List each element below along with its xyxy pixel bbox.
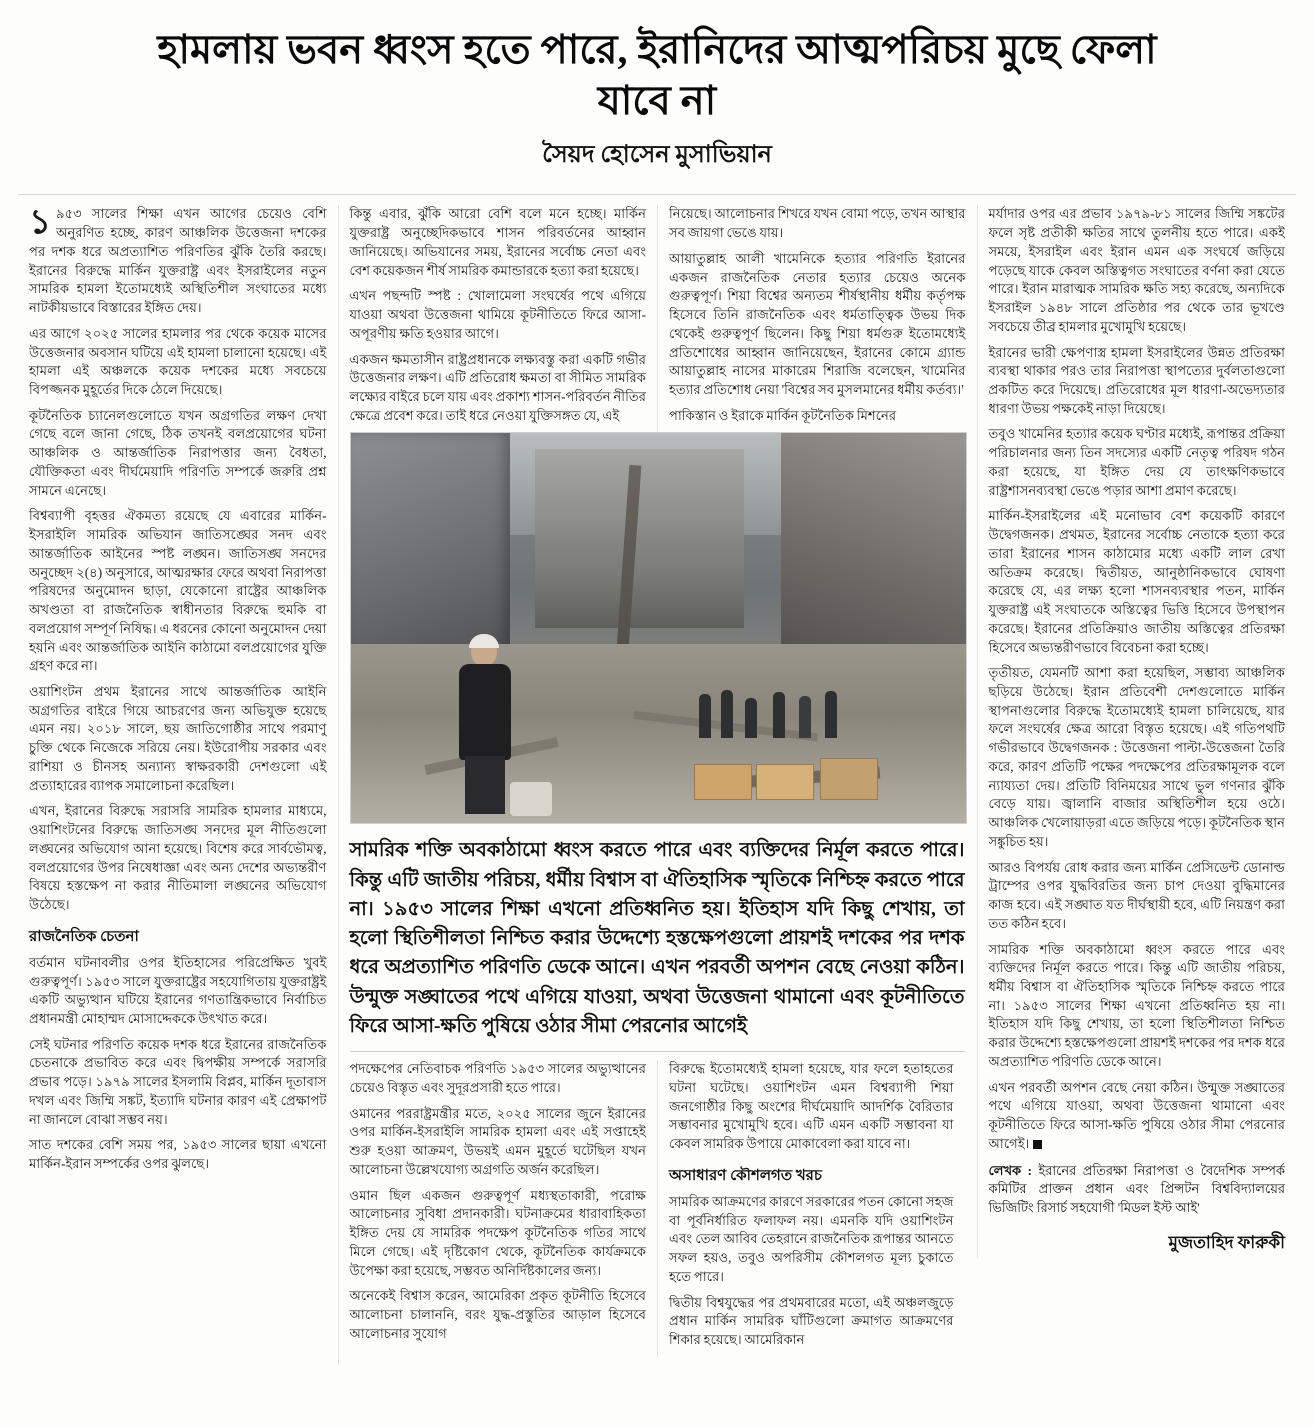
paragraph: কিন্তু এবার, ঝুঁকি আরো বেশি বলে মনে হচ্ছে। মার্কিন যুক্তরাষ্ট্র অনুচ্ছেদিকভাবে শাসন পরিবর্তনের আহ্বান জানিয়েছে। অভিযানের সময়, ইরানের সর্বোচ্চ নেতা এবং বেশ কয়েকজন শীর্ষ সামরিক কমান্ডারকে হত্যা করা হয়েছে। — [349, 206, 646, 278]
paragraph: বর্তমান ঘটনাবলীর ওপর ইতিহাসের পরিপ্রেক্ষিত খুবই গুরুত্বপূর্ণ। ১৯৫৩ সালে যুক্তরাষ্ট্রের সহযোগিতায় যুক্তরাষ্ট্রই একটি অভ্যুত্থান ঘটিয়ে ইরানের গণতান্ত্রিকভাবে নির্বাচিত প্রধানমন্ত্রী মোহাম্মদ মোসাদ্দেককে উৎখাত করে। — [29, 954, 327, 1027]
paragraph: ওমানের পররাষ্ট্রমন্ত্রীর মতে, ২০২৫ সালের জুনে ইরানের ওপর মার্কিন-ইসরাইলি সামরিক হামলা এবং এই সপ্তাহেই শুরু হওয়া আক্রমণ, উভয়ই এমন মুহূর্তে ঘটেছিল যখন আলোচনা উল্লেখযোগ্য অগ্রগতি অর্জন করেছিল। — [349, 1105, 646, 1177]
paragraph: তবুও খামেনির হত্যার কয়েক ঘণ্টার মধ্যেই, রূপান্তর প্রক্রিয়া পরিচালনার জন্য তিন সদস্যের একটি নেতৃত্ব পরিষদ গঠন করা হয়েছে, যা ইঙ্গিত দেয় যে তাৎক্ষণিকভাবে রাষ্ট্রশাসনব্যবস্থা ভেঙে পড়ার আশা প্রমাণ করেছে। — [988, 426, 1285, 498]
photo-man-hair — [469, 634, 499, 648]
destroyed-building-photo — [350, 432, 967, 824]
paragraph: পাকিস্তান ও ইরাকে মার্কিন কূটনৈতিক মিশনের — [669, 407, 897, 423]
pull-quote: সামরিক শক্তি অবকাঠামো ধ্বংস করতে পারে এবং ব্যক্তিদের নির্মূল করতে পারে। কিন্তু এটি জাতীয় পরিচয়, ধর্মীয় বিশ্বাস বা ঐতিহাসিক স্মৃতিকে নিশ্চিহ্ন করতে পারে না। ১৯৫৩ সালের শিক্ষা এখনো প্রতিধ্বনিত হয়। ইতিহাস যদি কিছু শেখায়, তা হলো স্থিতিশীলতা নিশ্চিত করার উদ্দেশ্যে হস্তক্ষেপগুলো প্রায়শই দশকের পর দশক ধরে অপ্রত্যাশিত পরিণতি ডেকে আনে। এখন পরবর্তী অপশন বেছে নেওয়া কঠিন। উন্মুক্ত সঙ্ঘাতের পথে এগিয়ে যাওয়া, অথবা উত্তেজনা থামানো এবং কূটনীতিতে ফিরে আসা-ক্ষতি পুষিয়ে ওঠার সীমা পেরনোর আগেই — [349, 840, 965, 1037]
paragraph: ১৯৫৩ সালের শিক্ষা এখন আগের চেয়েও বেশি অনুরণিত হচ্ছে, কারণ আঞ্চলিক উত্তেজনা দশকের পর দশক ধরে অপ্রত্যাশিত পরিণতির ঝুঁকি তৈরি করছে। ইরানের বিরুদ্ধে মার্কিন যুক্তরাষ্ট্র এবং ইসরাইলের নতুন সামরিক হামলা ইতোমধ্যেই অস্থিতিশীল সংঘাতের মধ্যে নাটকীয়ভাবে বিস্তারের ইঙ্গিত দেয়। — [29, 204, 327, 316]
paragraph: একজন ক্ষমতাসীন রাষ্ট্রপ্রধানকে লক্ষ্যবস্তু করা একটি গভীর উত্তেজনার লক্ষণ। এটি প্রতিরোধ ক্ষমতা বা সীমিত সামরিক লক্ষ্যের বাইরে চলে যায় এবং প্রকাশ্য শাসন-পরিবর্তন নীতির ক্ষেত্রে প্রবেশ করে। তাই ধরে নেওয়া যুক্তিসঙ্গত যে, এই — [349, 351, 646, 423]
photo-man-standing — [449, 636, 519, 816]
paragraph: ইরানের ভারী ক্ষেপণাস্ত্র হামলা ইসরাইলের উন্নত প্রতিরক্ষা ব্যবস্থা থাকার পরও তার নিরাপত্তা স্থাপত্যের দুর্বলতাগুলো প্রকটিত করে দিয়েছে। প্রতিরোধের মূল ধারণা-অভেদ্যতার ধারণা উভয় পক্ষকেই নাড়া দিয়েছে। — [988, 344, 1285, 416]
paragraph: সামরিক আক্রমণের কারণে সরকারের পতন কোনো সহজ বা পূর্বনির্ধারিত ফলাফল নয়। এমনকি যদি ওয়াশিংটন এবং তেল আবিব তেহরানে রাজনৈতিক রূপান্তর আনতে সফল হয়ও, তবুও অপরিসীম কৌশলগত মূল্য চুকাতে হতে পারে। — [669, 1193, 954, 1284]
header-divider — [18, 194, 1296, 195]
photo-crate — [756, 764, 814, 800]
paragraph: নিয়েছে। আলোচনার শিখরে যখন বোমা পড়ে, তখন আস্থার সব জায়গা ভেঙে যায়। — [669, 206, 966, 241]
author-note — [989, 1162, 1286, 1217]
paragraph: সামরিক শক্তি অবকাঠামো ধ্বংস করতে পারে এবং ব্যক্তিদের নির্মূল করতে পারে। কিন্তু এটি জাতীয় পরিচয়, ধর্মীয় বিশ্বাস বা ঐতিহাসিক স্মৃতিকে নিশ্চিহ্ন করতে পারে না। ১৯৫৩ সালের শিক্ষা এখনো প্রতিধ্বনিত হয় না। ইতিহাস যদি কিছু শেখায়, তা হলো স্থিতিশীলতা নিশ্চিত করার উদ্দেশ্যে হস্তক্ষেপগুলো প্রায়শই দশকের পর দশক ধরে অপ্রত্যাশিত পরিণতি ডেকে আনে। — [988, 941, 1285, 1069]
paragraph: তৃতীয়ত, যেমনটি আশা করা হয়েছিল, সম্ভাব্য আঞ্চলিক ছড়িয়ে উঠেছে। ইরান প্রতিবেশী দেশগুলোতে মার্কিন স্থাপনাগুলোর বিরুদ্ধে ইতোমধ্যেই হামলা চালিয়েছে, যার ফলে সংঘর্ষের ক্ষেত্র আরো বিস্তৃত হয়েছে। এই গতিপথটি গভীরভাবে উদ্বেগজনক : উত্তেজনা পাল্টা-উত্তেজনা তৈরি করে, কারণ প্রতিটি পক্ষের পদক্ষেপের প্রতিরক্ষামূলক বলে ন্যায্যতা দেয়। প্রতিটি বিনিময়ের সাথে ভুল গণনার ঝুঁকি বেড়ে যায়। জ্বালানি বাজার অস্থিতিশীল হয়ে ওঠে। আঞ্চলিক খেলোয়াড়রা এতে জড়িয়ে পড়ে। কূটনৈতিক স্থান সঙ্কুচিত হয়। — [988, 665, 1285, 849]
photo-person — [699, 694, 711, 738]
paragraph: এখন, ইরানের বিরুদ্ধে সরাসরি সামরিক হামলার মাধ্যমে, ওয়াশিংটনের বিরুদ্ধে জাতিসঙ্ঘ সনদের মূল নীতিগুলো লঙ্ঘনের অভিযোগ আনা হয়েছে। বিশেষ করে সার্বভৌমত্ব, বলপ্রয়োগের উপর নিষেধাজ্ঞা এবং অন্য দেশের অভ্যন্তরীণ বিষয়ে হস্তক্ষেপ না করার নীতিমালা লঙ্ঘনের অভিযোগ উঠেছে। — [29, 803, 327, 913]
column-2-lower — [350, 1060, 658, 1357]
section-subhead: রাজনৈতিক চেতনা — [29, 928, 139, 945]
paragraph: মর্যাদার ওপর এর প্রভাব ১৯৭৯-৮১ সালের জিম্মি সঙ্কটের ফলে সৃষ্ট প্রতীকী ক্ষতির সাথে তুলনীয় হতে পারে। একই সময়ে, ইসরাইল এবং ইরান এমন এক সংঘর্ষে জড়িয়ে পড়েছে যাকে কেবল অস্তিত্বগত সংঘাতের বর্ণনা করা যেতে পারে। ইরান মারাত্মক সামরিক ক্ষতি সহ্য করেছে, অন্যদিকে ইসরাইল ১৯৪৮ সালে প্রতিষ্ঠার পর থেকে তার ভূখণ্ডে সবচেয়ে তীব্র হামলার মুখোমুখি হয়েছে। — [988, 206, 1285, 334]
column-1 — [18, 205, 338, 1181]
paragraph: কূটনৈতিক চ্যানেলগুলোতে যখন অগ্রগতির লক্ষণ দেখা গেছে বলে জানা গেছে, ঠিক তখনই বলপ্রয়োগের ঘটনা আঞ্চলিক ও আন্তর্জাতিক নিরাপত্তার জন্য বৈধতা, যৌক্তিকতা এবং দীর্ঘমেয়াদি পরিণতি সম্পর্কে জরুরি প্রশ্ন সামনে এনেছে। — [29, 407, 327, 498]
photo-crate — [694, 764, 752, 800]
photo-person — [799, 696, 811, 738]
paragraph: মার্কিন-ইসরাইলের এই মনোভাব বেশ কয়েকটি কারণে উদ্বেগজনক। প্রথমত, ইরানের সর্বোচ্চ নেতাকে হত্যা করে তারা ইরানের শাসন কাঠামোর মধ্যে একটি লাল রেখা অতিক্রম করেছে। দ্বিতীয়ত, আনুষ্ঠানিকভাবে ঘোষণা করেছে যে, এর লক্ষ্য হলো শাসনব্যবস্থার পতন, মার্কিন যুক্তরাষ্ট্র এই সংঘাতকে অস্তিত্বের ভিত্তি হিসেবে উপস্থাপন করেছে। ইরানের প্রতিক্রিয়াও জাতীয় অস্তিত্বের প্রতিরক্ষা হিসেবে অভ্যন্তরীণভাবে বিবেচনা করা হচ্ছে। — [988, 508, 1285, 655]
column-4 — [977, 205, 1297, 1258]
photo-person — [745, 698, 757, 738]
photo-person — [721, 690, 733, 738]
photo-man-torso — [459, 664, 511, 760]
pullquote-divider — [350, 1051, 965, 1052]
paragraph: এর আগে ২০২৫ সালের হামলার পর থেকে কয়েক মাসের উত্তেজনার অবসান ঘটিয়ে এই হামলা চালানো হয়েছে। এই হামলা এই অঞ্চলকে কয়েক দশকের মধ্যে সবচেয়ে বিপজ্জনক মুহূর্তের দিকে ঠেলে দিয়েছে। — [29, 325, 327, 397]
paragraph — [989, 1079, 1286, 1154]
photo-crowd — [699, 678, 879, 738]
author-note-label: লেখক : — [988, 1162, 1032, 1178]
photo-building-left — [351, 433, 511, 659]
article-photo-block — [350, 432, 965, 1356]
paragraph: সেই ঘটনার পরিণতি কয়েক দশক ধরে ইরানের রাজনৈতিক চেতনাকে প্রভাবিত করে এবং দ্বিপক্ষীয় সম্পর্কে সরাসরি প্রভাব পড়ে। ১৯৭৯ সালের ইসলামি বিপ্লব, মার্কিন দূতাবাস দখল এবং জিম্মি সঙ্কট, ইত্যাদি ঘটনার কারণ এই প্রেক্ষাপট না জানলে বোঝা সম্ভব নয়। — [29, 1036, 327, 1127]
page-title: হামলায় ভবন ধ্বংস হতে পারে, ইরানিদের আত্মপরিচয় মুছে ফেলা যাবে না — [157, 27, 1157, 124]
author-byline: সৈয়দ হোসেন মুসাভিয়ান — [542, 142, 772, 169]
section-subhead: অসাধারণ কৌশলগত খরচ — [669, 1167, 823, 1184]
author-source: 'মিডল ইস্ট আই' — [1117, 1199, 1200, 1215]
paragraph: অনেকেই বিশ্বাস করেন, আমেরিকা প্রকৃত কূটনীতি হিসেবে আলোচনা চালাননি, বরং যুদ্ধ-প্রস্তুতির আড়াল হিসেবে আলোচনার সুযোগ — [349, 1288, 646, 1341]
paragraph-text: এখন পরবর্তী অপশন বেছে নেয়া কঠিন। উন্মুক্ত সঙ্ঘাতের পথে এগিয়ে যাওয়া, অথবা উত্তেজনা থামানো এবং কূটনীতিতে ফিরে আসা-ক্ষতি পুষিয়ে ওঠার সীমা পেরনোর আগেই। — [988, 1079, 1285, 1151]
photo-person — [773, 692, 785, 738]
paragraph: সাত দশকের বেশি সময় পর, ১৯৫৩ সালের ছায়া এখনো মার্কিন-ইরান সম্পর্কের ওপর ঝুলছে। — [29, 1137, 327, 1172]
paragraph: দ্বিতীয় বিশ্বযুদ্ধের পর প্রথমবারের মতো, এই অঞ্চলজুড়ে প্রধান মার্কিন সামরিক ঘাঁটিগুলো ক্রমাগত আক্রমণের শিকার হয়েছে। আমেরিকান — [669, 1294, 954, 1348]
translator-name: মুজতাহিদ ফারুকী — [1168, 1232, 1285, 1252]
column-3 — [657, 205, 977, 432]
lower-two-columns — [350, 1060, 965, 1357]
author-note-text: ইরানের প্রতিরক্ষা নিরাপত্তা ও বৈদেশিক সম্পর্ক কমিটির প্রাক্তন প্রধান এবং প্রিন্সটন বিশ্ববিদ্যালয়ের ভিজিটিং রিসার্চ সহযোগী — [988, 1162, 1285, 1215]
paragraph: বিশ্বব্যাপী বৃহত্তর ঐকমত্য রয়েছে যে এবারের মার্কিন-ইসরাইলি সামরিক অভিযান জাতিসঙ্ঘের সনদ এবং আন্তর্জাতিক আইনের স্পষ্ট লঙ্ঘন। জাতিসঙ্ঘ সনদের অনুচ্ছেদ ২(৪) অনুসারে, আত্মরক্ষার ফেরে অথবা নিরাপত্তা পরিষদের অনুমোদন ছাড়া, যেকোনো রাষ্ট্রের আঞ্চলিক অখণ্ডতা বা রাজনৈতিক স্বাধীনতার বিরুদ্ধে হুমকি বা বলপ্রয়োগ সম্পূর্ণ নিষিদ্ধ। এ ধরনের কোনো অনুমোদন দেয়া হয়নি এবং আন্তর্জাতিক আইনি কাঠামো বলপ্রয়োগের যুক্তি গ্রহণ করে না। — [29, 508, 327, 674]
paragraph: বিরুদ্ধে ইতোমধ্যেই হামলা হয়েছে, যার ফলে হতাহতের ঘটনা ঘটেছে। ওয়াশিংটন এমন বিশ্বব্যাপী শিয়া জনগোষ্ঠীর কিছু অংশের দীর্ঘমেয়াদি আদর্শিক বৈরিতার সম্ভাবনার মুখোমুখি হবে। এটি এমন একটি সম্ভাবনা যা কেবল সামরিক উপায়ে মোকাবেলা করা যাবে না। — [669, 1061, 954, 1152]
article-columns — [18, 205, 1296, 1364]
photo-person — [825, 691, 837, 738]
paragraph: পদক্ষেপের নেতিবাচক পরিণতি ১৯৫৩ সালের অভ্যুত্থানের চেয়েও বিস্তৃত এবং সুদূরপ্রসারী হতে পারে। — [349, 1061, 646, 1095]
paragraph: ওয়াশিংটন প্রথম ইরানের সাথে আন্তর্জাতিক আইনি অগ্রগতির বাইরে গিয়ে আচরণের জন্য অভিযুক্ত হয়েছে এমন নয়। ২০১৮ সালে, ছয় জাতিগোষ্ঠীর সাথে পরমাণু চুক্তি থেকে নিজেকে সরিয়ে নেয়। ইউরোপীয় সরকার এবং রাশিয়া ও চীনসহ অন্যান্য স্বাক্ষরকারী দেশগুলো এই প্রত্যাহারের ব্যাপক সমালোচনা করেছিল। — [29, 684, 327, 793]
column-3-lower — [657, 1060, 965, 1357]
photo-crate — [820, 758, 878, 800]
end-mark-icon — [1033, 1140, 1042, 1149]
paragraph: এখন পছন্দটি স্পষ্ট : খোলামেলা সংঘর্ষের পথে এগিয়ে যাওয়া অথবা উত্তেজনা থামিয়ে কূটনীতিতে ফিরে আসা-অপূরণীয় ক্ষতি হওয়ার আগে। — [349, 288, 646, 341]
photo-crates — [694, 752, 904, 800]
paragraph: আরও বিপর্যয় রোধ করার জন্য মার্কিন প্রেসিডেন্ট ডোনাল্ড ট্রাম্পের ওপর যুদ্ধবিরতির জন্য চাপ দেওয়া বুদ্ধিমানের কাজ হবে। এই সঙ্ঘাত যত দীর্ঘস্থায়ী হবে, এটি নিয়ন্ত্রণ করা তত কঠিন হবে। — [988, 859, 1285, 931]
paragraph: ওমান ছিল একজন গুরুত্বপূর্ণ মধ্যস্থতাকারী, পরোক্ষ আলোচনার সুবিধা প্রদানকারী। ঘটনাক্রমের ধারাবাহিকতা ইঙ্গিত দেয় যে সামরিক পদক্ষেপ কূটনৈতিক গতির সাথে মিলে গেছে। এই দৃষ্টিকোণ থেকে, কূটনৈতিক কার্যক্রমকে উপেক্ষা করা হয়েছে, সম্ভবত অনির্দিষ্টকালের জন্য। — [349, 1187, 646, 1278]
paragraph: আয়াতুল্লাহ আলী খামেনিকে হত্যার পরিণতি ইরানের একজন রাজনৈতিক নেতার হত্যার চেয়েও অনেক গুরুত্বপূর্ণ। শিয়া বিশ্বের অন্যতম শীর্ষস্থানীয় ধর্মীয় কর্তৃপক্ষ হিসেবে তিনি রাজনৈতিক এবং ধর্মতাত্ত্বিক উভয় দিক থেকেই গুরুত্বপূর্ণ ছিলেন। কিছু শিয়া ধর্মগুরু ইতোমধ্যেই প্রতিশোধের আহ্বান জানিয়েছেন, ইরানের কোমে গ্র্যান্ড আয়াতুল্লাহ নাসের মাকারেম শিরাজি বলেছেন, খামেনির হত্যার প্রতিশোধ নেয়া 'বিশ্বের সব মুসলমানের ধর্মীয় কর্তব্য।' — [669, 250, 966, 397]
photo-bag — [510, 782, 552, 816]
photo-man-legs — [465, 756, 505, 814]
